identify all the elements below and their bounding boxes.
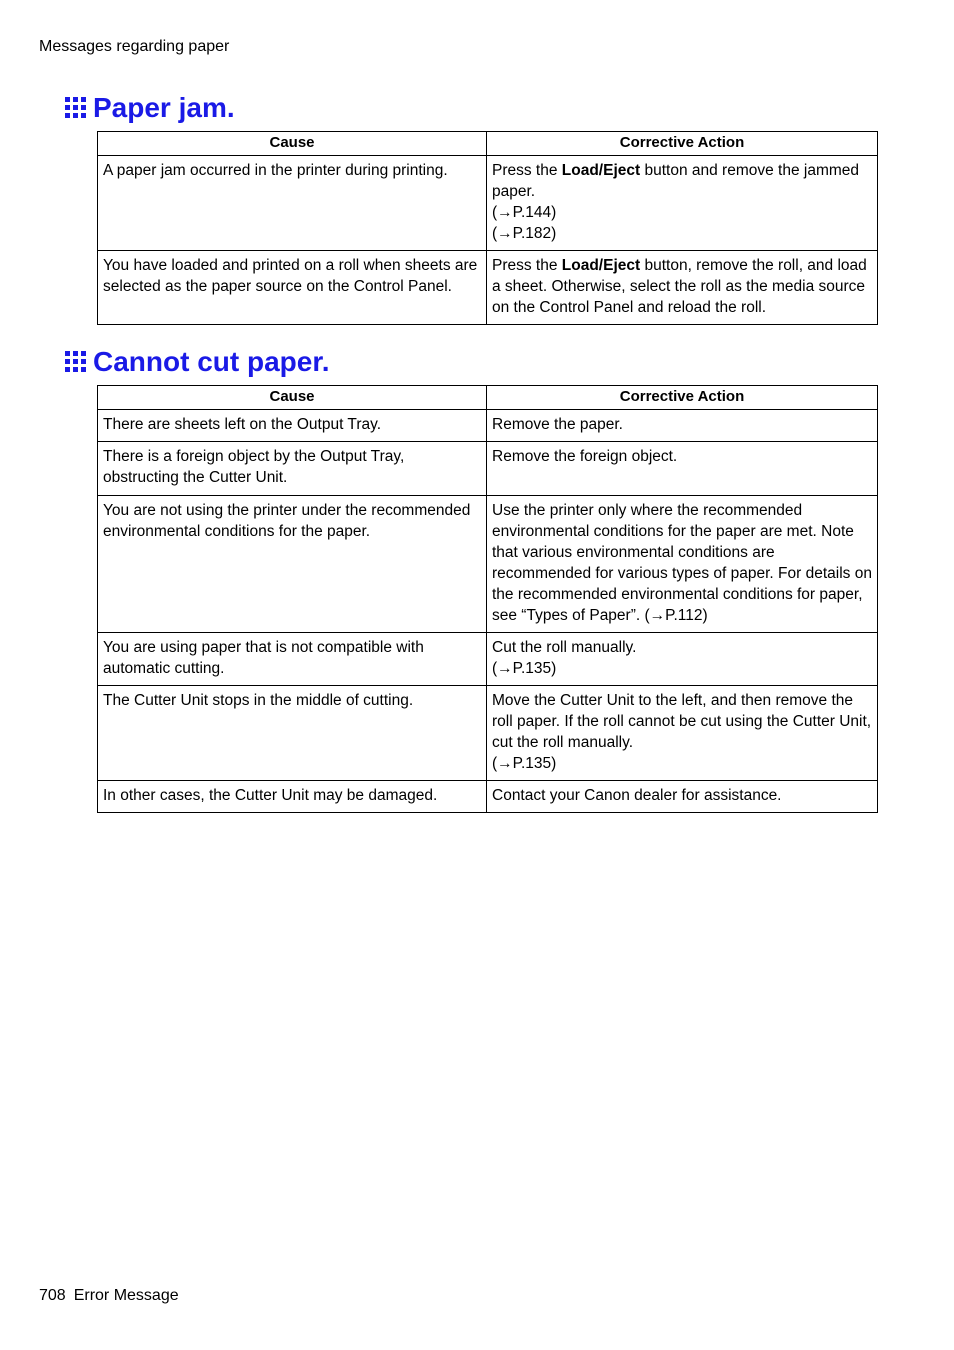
- column-header-cause: Cause: [98, 132, 487, 156]
- action-text: Press the: [492, 162, 562, 179]
- action-text: Press the: [492, 257, 562, 274]
- load-eject-button-name: Load/Eject: [561, 162, 641, 179]
- cause-cell: You have loaded and printed on a roll when sheets are selected as the paper source on the Control Panel.: [98, 251, 487, 325]
- table-row: [98, 410, 878, 442]
- grid-dots-icon: [65, 351, 87, 373]
- section-heading-paper-jam: [65, 92, 235, 124]
- action-cell: [487, 251, 878, 325]
- grid-dots-icon: [65, 97, 87, 119]
- column-header-corrective-action: Corrective Action: [487, 386, 878, 410]
- table-row: [98, 686, 878, 781]
- page-reference-link[interactable]: (→P.135): [492, 660, 557, 677]
- footer-section-name: Error Message: [73, 1287, 179, 1304]
- running-header: Messages regarding paper: [39, 38, 230, 55]
- table-row: [98, 496, 878, 633]
- action-cell: [487, 633, 878, 686]
- action-cell: Use the printer only where the recommended environmental conditions for the paper are met. Note that various environmental conditions are recommended for various types of paper. For details on the recommended environmental conditions for paper, see “Types of Paper”. (→P.112): [487, 496, 878, 633]
- column-header-cause: Cause: [98, 386, 487, 410]
- action-cell: [487, 686, 878, 781]
- cause-cell: In other cases, the Cutter Unit may be damaged.: [98, 781, 487, 813]
- table-row: [98, 442, 878, 496]
- column-header-corrective-action: Corrective Action: [487, 132, 878, 156]
- action-cell: [487, 156, 878, 251]
- load-eject-button-name: Load/Eject: [561, 257, 641, 274]
- paper-jam-table: [97, 131, 878, 325]
- page-footer: [39, 1287, 179, 1305]
- table-row: [98, 156, 878, 251]
- cannot-cut-paper-table: [97, 385, 878, 813]
- cause-cell: The Cutter Unit stops in the middle of cutting.: [98, 686, 487, 781]
- action-text: Cut the roll manually.: [492, 639, 637, 656]
- section-title: Paper jam.: [93, 92, 235, 123]
- cause-cell: A paper jam occurred in the printer during printing.: [98, 156, 487, 251]
- table-row: [98, 633, 878, 686]
- table-row: [98, 781, 878, 813]
- cause-cell: You are not using the printer under the recommended environmental conditions for the paper.: [98, 496, 487, 633]
- section-heading-cannot-cut-paper: [65, 346, 329, 378]
- table-row: [98, 251, 878, 325]
- page-reference-link[interactable]: (→P.135): [492, 755, 557, 772]
- action-text: button, remove the roll, and load a sheet. Otherwise, select the roll as the media source on the Control Panel and reload the roll.: [492, 257, 867, 316]
- cause-cell: There is a foreign object by the Output Tray, obstructing the Cutter Unit.: [98, 442, 487, 496]
- section-title: Cannot cut paper.: [93, 346, 330, 377]
- table-header-row: [98, 132, 878, 156]
- action-text: button and remove the jammed paper.: [492, 162, 860, 200]
- action-cell: Contact your Canon dealer for assistance.: [487, 781, 878, 813]
- table-header-row: [98, 386, 878, 410]
- cause-cell: There are sheets left on the Output Tray.: [98, 410, 487, 442]
- action-cell: Remove the paper.: [487, 410, 878, 442]
- cause-cell: You are using paper that is not compatible with automatic cutting.: [98, 633, 487, 686]
- page-reference-link[interactable]: (→P.182): [492, 225, 557, 242]
- action-cell: Remove the foreign object.: [487, 442, 878, 496]
- action-text: Move the Cutter Unit to the left, and then remove the roll paper. If the roll cannot be cut using the Cutter Unit, cut the roll manually.: [492, 692, 872, 751]
- page-reference-link[interactable]: (→P.144): [492, 204, 557, 221]
- page-number: 708: [39, 1287, 66, 1304]
